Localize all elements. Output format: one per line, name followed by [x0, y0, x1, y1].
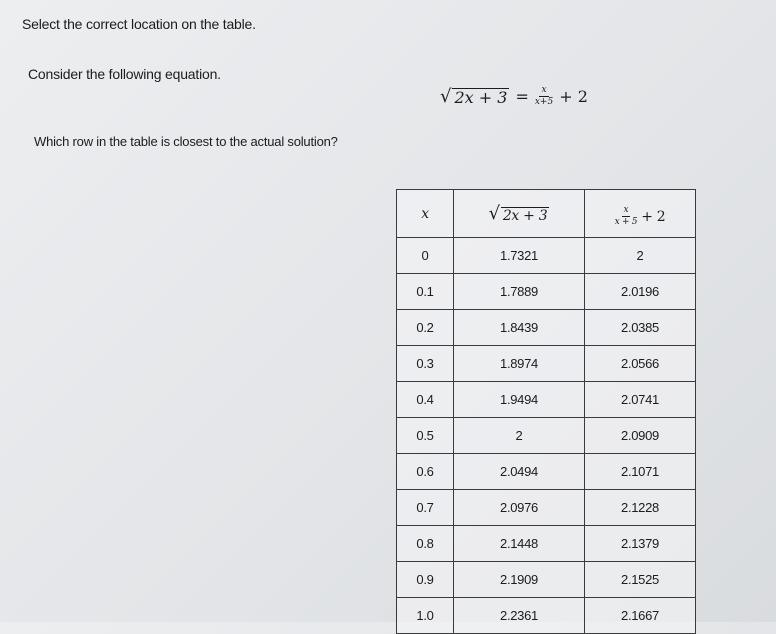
equation-left-sqrt	[440, 86, 509, 107]
table-row[interactable]	[397, 346, 696, 382]
cell-right[interactable]: 2.1071	[585, 454, 696, 490]
table-row[interactable]	[397, 526, 696, 562]
cell-right[interactable]: 2	[585, 238, 696, 274]
table-header-row	[397, 190, 696, 238]
cell-left[interactable]: 1.7889	[454, 274, 585, 310]
cell-left[interactable]: 1.9494	[454, 382, 585, 418]
equation-frac-denominator: x+5	[534, 97, 554, 107]
cell-left[interactable]: 2.0494	[454, 454, 585, 490]
header-right-plus: + 2	[641, 208, 666, 225]
cell-x[interactable]: 0.1	[397, 274, 454, 310]
equation-plus-term: + 2	[559, 87, 588, 106]
cell-left[interactable]: 2.1448	[454, 526, 585, 562]
cell-x[interactable]: 0.7	[397, 490, 454, 526]
equation-frac-numerator: x	[541, 85, 547, 95]
table-row[interactable]	[397, 418, 696, 454]
cell-right[interactable]: 2.1379	[585, 526, 696, 562]
cell-left[interactable]: 2.1909	[454, 562, 585, 598]
table-row[interactable]	[397, 274, 696, 310]
subtitle-text: Consider the following equation.	[28, 66, 221, 82]
header-right-fraction	[615, 206, 638, 227]
table-row[interactable]	[397, 490, 696, 526]
equation-equals: =	[515, 87, 529, 106]
table-row[interactable]	[397, 310, 696, 346]
cell-right[interactable]: 2.1525	[585, 562, 696, 598]
table-row[interactable]	[397, 238, 696, 274]
radical-icon: √	[488, 203, 500, 224]
cell-left[interactable]: 1.7321	[454, 238, 585, 274]
cell-right[interactable]: 2.0909	[585, 418, 696, 454]
header-left-expression	[454, 190, 585, 238]
cell-right[interactable]: 2.0741	[585, 382, 696, 418]
cell-x[interactable]: 0.4	[397, 382, 454, 418]
header-left-sqrt	[489, 203, 550, 224]
table-row[interactable]	[397, 454, 696, 490]
question-text: Which row in the table is closest to the actual solution?	[34, 134, 338, 149]
cell-x[interactable]: 0	[397, 238, 454, 274]
header-right-denominator: x + 5	[614, 217, 638, 227]
table-row[interactable]	[397, 598, 696, 634]
cell-right[interactable]: 2.1228	[585, 490, 696, 526]
cell-x[interactable]: 1.0	[397, 598, 454, 634]
cell-x[interactable]: 0.9	[397, 562, 454, 598]
equation-left-radicand: 2x + 3	[454, 87, 508, 107]
header-left-radicand: 2x + 3	[502, 207, 548, 224]
header-x-label: x	[421, 205, 429, 222]
cell-right[interactable]: 2.0566	[585, 346, 696, 382]
radical-icon: √	[440, 86, 452, 107]
cell-left[interactable]: 2.2361	[454, 598, 585, 634]
header-right-expression	[585, 190, 696, 238]
cell-left[interactable]: 1.8974	[454, 346, 585, 382]
table-row[interactable]	[397, 382, 696, 418]
equation	[440, 86, 588, 107]
cell-left[interactable]: 2.0976	[454, 490, 585, 526]
cell-left[interactable]: 1.8439	[454, 310, 585, 346]
equation-fraction	[535, 86, 553, 107]
cell-x[interactable]: 0.2	[397, 310, 454, 346]
values-table	[396, 189, 696, 634]
cell-x[interactable]: 0.5	[397, 418, 454, 454]
header-x	[397, 190, 454, 238]
instruction-text: Select the correct location on the table.	[22, 16, 256, 32]
cell-right[interactable]: 2.1667	[585, 598, 696, 634]
table-row[interactable]	[397, 562, 696, 598]
cell-left[interactable]: 2	[454, 418, 585, 454]
cell-right[interactable]: 2.0196	[585, 274, 696, 310]
cell-x[interactable]: 0.3	[397, 346, 454, 382]
cell-x[interactable]: 0.6	[397, 454, 454, 490]
header-right-numerator: x	[623, 205, 629, 215]
cell-right[interactable]: 2.0385	[585, 310, 696, 346]
cell-x[interactable]: 0.8	[397, 526, 454, 562]
